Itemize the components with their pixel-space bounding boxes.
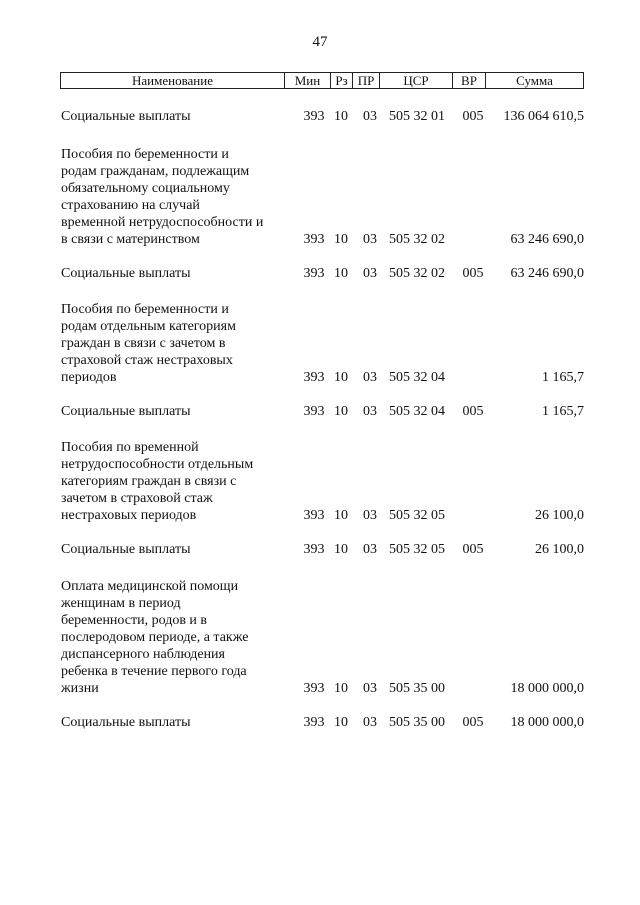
row-csr: 505 32 05 (389, 542, 445, 557)
row-name-line: в связи с материнством (61, 232, 200, 247)
header-vr: ВР (453, 73, 486, 88)
row-min: 393 (303, 715, 325, 730)
row-min: 393 (303, 508, 325, 523)
table-header (60, 72, 584, 89)
row-sum: 136 064 610,5 (503, 109, 584, 124)
header-rz: Рз (331, 73, 353, 88)
row-name-line: Пособия по беременности и (61, 302, 229, 317)
row-name-line: временной нетрудоспособности и (61, 215, 264, 230)
row-csr: 505 32 04 (389, 370, 445, 385)
row-sum: 18 000 000,0 (510, 715, 584, 730)
row-vr: 005 (462, 109, 484, 124)
row-name-line: Социальные выплаты (61, 715, 191, 730)
row-name (61, 265, 291, 282)
row-rz: 10 (334, 232, 348, 247)
row-csr: 505 32 05 (389, 508, 445, 523)
header-sum: Сумма (516, 73, 553, 88)
row-name-line: диспансерного наблюдения (61, 647, 225, 662)
row-name-line: родам гражданам, подлежащим (61, 164, 250, 179)
row-name (61, 578, 291, 697)
row-sum: 63 246 690,0 (510, 266, 584, 281)
row-name-line: страхованию на случай (61, 198, 200, 213)
row-rz: 10 (334, 404, 348, 419)
page-number: 47 (312, 34, 328, 50)
row-pr: 03 (363, 232, 377, 247)
row-vr: 005 (462, 266, 484, 281)
row-name-line: нетрудоспособности отдельным (61, 457, 254, 472)
row-name-line: Оплата медицинской помощи (61, 579, 239, 594)
row-name (61, 108, 291, 125)
row-min: 393 (303, 681, 325, 696)
row-csr: 505 32 04 (389, 404, 445, 419)
row-rz: 10 (334, 266, 348, 281)
row-name (61, 439, 291, 524)
row-name-line: обязательному социальному (61, 181, 230, 196)
row-pr: 03 (363, 370, 377, 385)
row-sum: 18 000 000,0 (510, 681, 584, 696)
row-rz: 10 (334, 715, 348, 730)
row-name (61, 146, 291, 248)
row-pr: 03 (363, 542, 377, 557)
row-pr: 03 (363, 508, 377, 523)
row-csr: 505 35 00 (389, 681, 445, 696)
row-sum: 1 165,7 (542, 404, 584, 419)
row-rz: 10 (334, 542, 348, 557)
row-name-line: граждан в связи с зачетом в (61, 336, 226, 351)
row-rz: 10 (334, 370, 348, 385)
row-pr: 03 (363, 266, 377, 281)
row-rz: 10 (334, 109, 348, 124)
row-sum: 26 100,0 (535, 542, 584, 557)
header-min: Мин (285, 73, 331, 88)
row-name-line: Социальные выплаты (61, 542, 191, 557)
row-name-line: периодов (61, 370, 117, 385)
row-name-line: женщинам в период (61, 596, 181, 611)
row-name-line: Пособия по беременности и (61, 147, 229, 162)
row-csr: 505 32 02 (389, 266, 445, 281)
row-sum: 26 100,0 (535, 508, 584, 523)
row-csr: 505 35 00 (389, 715, 445, 730)
row-name-line: послеродовом периоде, а также (61, 630, 249, 645)
row-name-line: Социальные выплаты (61, 404, 191, 419)
row-name (61, 541, 291, 558)
row-name-line: страховой стаж нестраховых (61, 353, 233, 368)
row-name-line: категориям граждан в связи с (61, 474, 237, 489)
row-min: 393 (303, 370, 325, 385)
header-pr: ПР (353, 73, 380, 88)
row-rz: 10 (334, 508, 348, 523)
row-vr: 005 (462, 542, 484, 557)
row-pr: 03 (363, 715, 377, 730)
row-name-line: жизни (61, 681, 99, 696)
row-name (61, 301, 291, 386)
row-min: 393 (303, 542, 325, 557)
row-min: 393 (303, 266, 325, 281)
row-csr: 505 32 02 (389, 232, 445, 247)
row-name-line: зачетом в страховой стаж (61, 491, 213, 506)
row-csr: 505 32 01 (389, 109, 445, 124)
header-name: Наименование (61, 73, 285, 88)
row-rz: 10 (334, 681, 348, 696)
row-min: 393 (303, 404, 325, 419)
row-sum: 63 246 690,0 (510, 232, 584, 247)
row-min: 393 (303, 109, 325, 124)
row-name-line: нестраховых периодов (61, 508, 197, 523)
row-pr: 03 (363, 109, 377, 124)
row-name-line: родам отдельным категориям (61, 319, 236, 334)
row-vr: 005 (462, 404, 484, 419)
row-vr: 005 (462, 715, 484, 730)
row-sum: 1 165,7 (542, 370, 584, 385)
row-pr: 03 (363, 404, 377, 419)
row-name-line: беременности, родов и в (61, 613, 208, 628)
row-name-line: Пособия по временной (61, 440, 199, 455)
row-min: 393 (303, 232, 325, 247)
row-name-line: ребенка в течение первого года (61, 664, 247, 679)
row-name (61, 403, 291, 420)
row-name-line: Социальные выплаты (61, 266, 191, 281)
row-name (61, 714, 291, 731)
row-pr: 03 (363, 681, 377, 696)
row-name-line: Социальные выплаты (61, 109, 191, 124)
header-csr: ЦСР (380, 73, 453, 88)
